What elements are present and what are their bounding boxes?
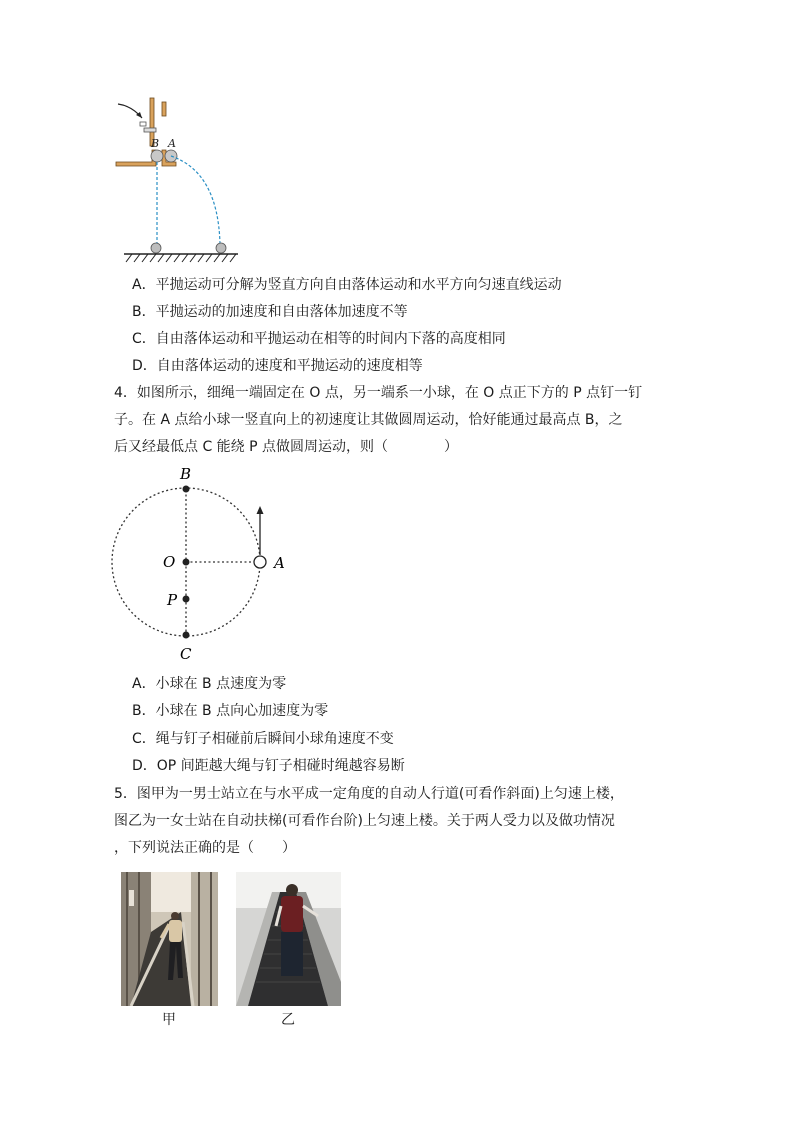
q4-option-b: B．小球在 B 点向心加速度为零 bbox=[132, 703, 329, 719]
q4-stem-line-3: 后又经最低点 C 能绕 P 点做圆周运动，则（ ） bbox=[114, 439, 459, 455]
q4-option-c: C．绳与钉子相碰前后瞬间小球角速度不变 bbox=[132, 731, 394, 747]
label-p: P bbox=[167, 591, 178, 609]
q5-stem-line-2: 图乙为一女士站在自动扶梯(可看作台阶)上匀速上楼。关于两人受力以及做功情况 bbox=[114, 813, 615, 829]
ball-at-a bbox=[254, 556, 266, 568]
ball-a bbox=[165, 150, 177, 162]
photo-escalator bbox=[236, 872, 341, 1006]
q4-option-a: A．小球在 B 点速度为零 bbox=[132, 676, 287, 692]
label-c: C bbox=[180, 645, 192, 663]
caption-right: 乙 bbox=[281, 1012, 295, 1028]
point-p bbox=[183, 596, 190, 603]
label-a: A bbox=[168, 137, 176, 150]
point-c bbox=[183, 632, 190, 639]
caption-left: 甲 bbox=[162, 1012, 176, 1028]
point-o bbox=[183, 559, 190, 566]
label-o: O bbox=[163, 553, 176, 571]
q3-option-c: C．自由落体运动和平抛运动在相等的时间内下落的高度相同 bbox=[132, 331, 506, 347]
q3-option-a: A．平抛运动可分解为竖直方向自由落体运动和水平方向匀速直线运动 bbox=[132, 277, 562, 293]
label-b: B bbox=[151, 137, 160, 150]
q4-stem-line-2: 子。在 A 点给小球一竖直向上的初速度让其做圆周运动，恰好能通过最高点 B，之 bbox=[114, 412, 623, 428]
q3-option-b: B．平抛运动的加速度和自由落体加速度不等 bbox=[132, 304, 408, 320]
q3-option-d: D．自由落体运动的速度和平抛运动的速度相等 bbox=[132, 358, 423, 374]
ball-b bbox=[151, 150, 163, 162]
figure-projectile-apparatus bbox=[110, 92, 240, 267]
velocity-arrow-icon bbox=[257, 506, 264, 514]
q5-stem-line-1: 5．图甲为一男士站立在与水平成一定角度的自动人行道(可看作斜面)上匀速上楼， bbox=[114, 786, 624, 802]
photo-moving-walkway bbox=[121, 872, 218, 1006]
point-b bbox=[183, 486, 190, 493]
q5-stem-line-3: ，下列说法正确的是（ ） bbox=[114, 840, 296, 856]
q4-option-d: D．OP 间距越大绳与钉子相碰时绳越容易断 bbox=[132, 758, 405, 774]
label-b: B bbox=[180, 465, 192, 483]
q4-stem-line-1: 4．如图所示，细绳一端固定在 O 点，另一端系一小球，在 O 点正下方的 P 点钉一钉 bbox=[114, 385, 643, 401]
figure-circular-motion bbox=[108, 462, 298, 667]
label-a: A bbox=[274, 554, 285, 572]
